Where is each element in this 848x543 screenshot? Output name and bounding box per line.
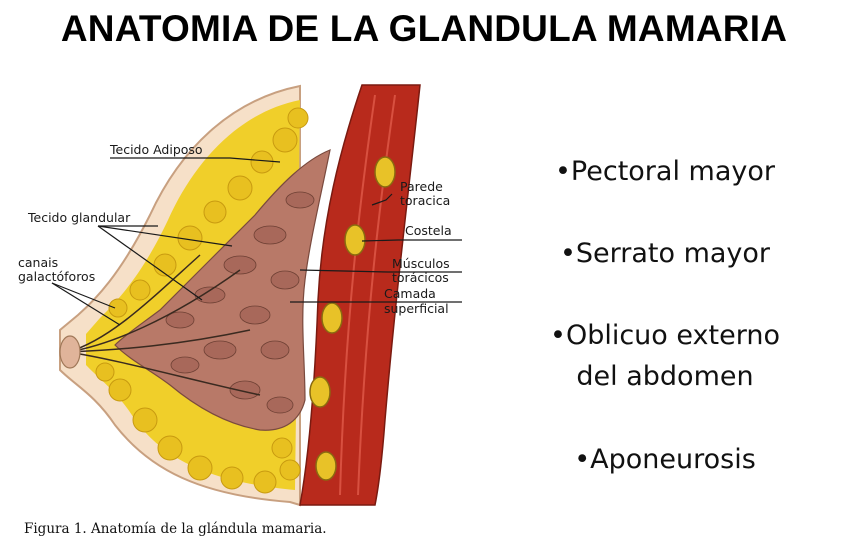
label-costela: Costela [405,223,452,238]
label-parede-1: Parede [400,179,443,194]
bullet-serrato-mayor: •Serrato mayor [559,238,771,269]
label-camada-1: Camada [384,286,436,301]
label-canais-2: galactóforos [18,269,96,284]
nipple [60,336,80,368]
label-canais-1: canais [18,255,59,270]
breast-anatomy-diagram [0,80,480,520]
label-musculos-1: Músculos [392,256,450,271]
label-parede-2: toracica [400,193,451,208]
label-tecido-glandular: Tecido glandular [28,210,131,225]
label-tecido-adiposo: Tecido Adiposo [110,142,203,157]
bullet-oblicuo-externo-line2: del abdomen [576,361,754,392]
bullet-aponeurosis: •Aponeurosis [574,444,756,475]
bullet-oblicuo-externo: •Oblicuo externo [550,320,780,351]
label-camada-2: superficial [384,301,449,316]
page-title: ANATOMIA DE LA GLANDULA MAMARIA [60,8,788,49]
label-musculos-2: torácicos [392,270,449,285]
figure-caption: Figura 1. Anatomía de la glándula mamaria. [24,521,327,537]
bullet-pectoral-mayor: •Pectoral mayor [555,156,775,187]
